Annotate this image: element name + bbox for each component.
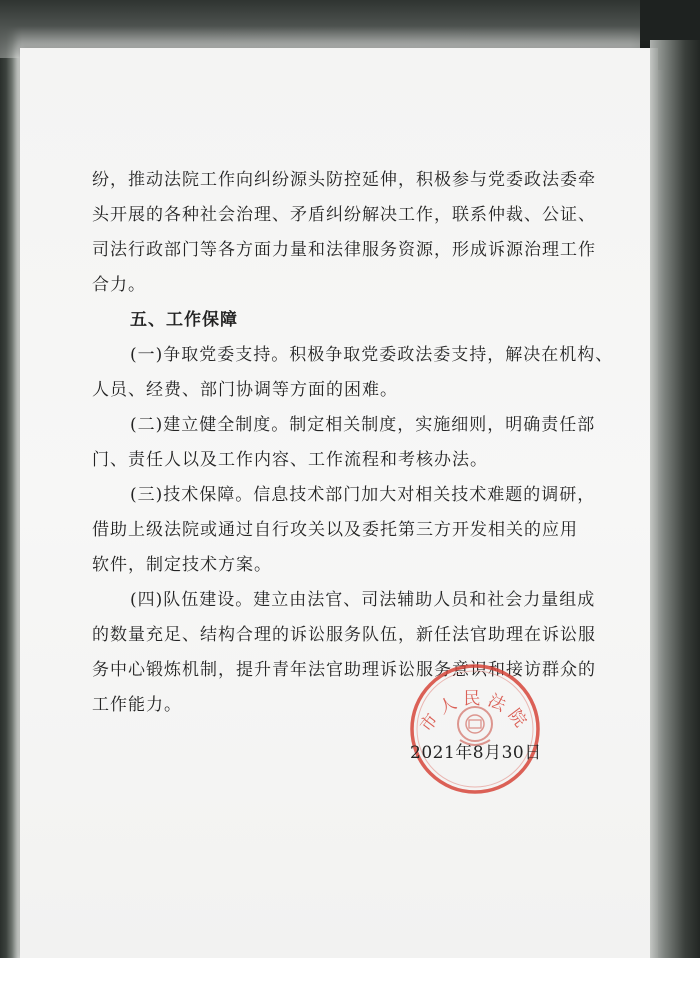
bottom-margin [0,958,700,988]
scanner-right-edge [650,40,700,958]
seal-text: 市人民法院 [416,688,534,736]
body-line: (四)队伍建设。建立由法官、司法辅助人员和社会力量组成 [130,590,596,610]
body-line: 合力。 [92,275,146,295]
official-seal [408,662,542,796]
body-line: 头开展的各种社会治理、矛盾纠纷解决工作，联系仲裁、公证、 [92,205,596,225]
body-line: 司法行政部门等各方面力量和法律服务资源，形成诉源治理工作 [92,240,596,260]
body-line: 工作能力。 [92,695,182,715]
body-line: 纷，推动法院工作向纠纷源头防控延伸，积极参与党委政法委牵 [92,170,596,190]
body-line: (一)争取党委支持。积极争取党委政法委支持，解决在机构、 [130,345,614,365]
body-line: 门、责任人以及工作内容、工作流程和考核办法。 [92,450,488,470]
body-line: 借助上级法院或通过自行攻关以及委托第三方开发相关的应用 [92,520,578,540]
svg-text:市人民法院 [416,689,533,736]
body-line: (二)建立健全制度。制定相关制度，实施细则，明确责任部 [130,415,596,435]
document-date: 2021年8月30日 [410,743,542,763]
body-line: 软件，制定技术方案。 [92,555,272,575]
document-body [92,168,614,728]
section-heading: 五、工作保障 [130,310,238,330]
body-line: 务中心锻炼机制，提升青年法官助理诉讼服务意识和接访群众的 [92,660,596,680]
body-line: 人员、经费、部门协调等方面的困难。 [92,380,398,400]
body-line: 的数量充足、结构合理的诉讼服务队伍，新任法官助理在诉讼服 [92,625,596,645]
body-line: (三)技术保障。信息技术部门加大对相关技术难题的调研， [130,485,596,505]
